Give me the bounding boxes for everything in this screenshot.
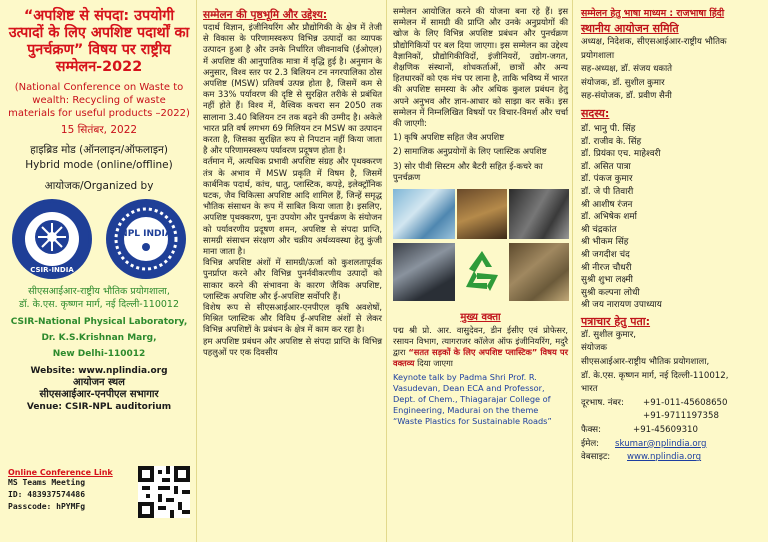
conference-mode: [8, 143, 190, 173]
address-country: भारत: [581, 384, 598, 395]
address-lab: सीएसआईआर-राष्ट्रीय भौतिक प्रयोगशाला,: [581, 357, 710, 368]
conference-title-hindi: “अपशिष्ट से संपदा: उपयोगी उत्पादों के लिए अपशिष्ट पदार्थों का पुनर्चक्रण” विषय पर राष्ट्रीय सम्मेलन-2022: [8, 8, 190, 75]
meeting-passcode: Passcode: hPYMFg: [8, 502, 86, 511]
solar-panels-image: [393, 243, 455, 301]
committee-roles: [581, 36, 762, 104]
organized-by: आयोजक/Organized by: [44, 180, 154, 192]
qr-code[interactable]: [138, 466, 190, 518]
background-column: [196, 0, 386, 542]
recycle-symbol: [457, 243, 507, 301]
lab-name-hindi: सीएसआईआर-राष्ट्रीय भौतिक प्रयोगशाला,: [28, 286, 170, 297]
online-link-box: [8, 468, 132, 513]
background-heading: सम्मेलन की पृष्ठभूमि और उद्देश्य:: [203, 9, 328, 21]
member-item: सुश्री कल्पना लोधी: [581, 287, 640, 298]
conference-title-english: (National Conference on Waste to wealth: Recycling of waste materials for useful products –2022): [8, 82, 190, 119]
lab-street-hindi: डॉ. के.एस. कृष्णन मार्ग, नई दिल्ली-110012: [19, 299, 179, 310]
website-row: [581, 451, 762, 465]
keynote-theme-hindi: “सतत सड़कों के लिए अपशिष्ट प्लास्टिक” विषय पर वक्तव्य: [393, 347, 568, 369]
committee-column: [572, 0, 768, 542]
background-paragraph-1: पदार्थ विज्ञान, इंजीनियरिंग और प्रौद्योगिकी के क्षेत्र में तेजी से विकास के परिणामस्वरूप विभिन्न उत्पादों का व्यापक उत्पादन हुआ है और उनके निर्धारित जीवनावधि (ईओएल) में अपशिष्ट की आनुपातिक मात्रा में वृद्धि हुई है। अनुमान के अनुसार, विश्व स्तर पर 2.3 बिलियन टन नगरपालिका ठोस अपशिष्ट (MSW) प्रतिवर्ष उत्पन्न होता है, जिसमें कम से कम 33% पर्यावरण की दृष्टि से सुरक्षित तरीके से प्रबंधित नहीं होते हैं। विश्व में, वैश्विक कचरा सन 2050 तक सालाना 3.40 बिलियन टन तक बढ़ने की उम्मीद है। अकेले भारत प्रति वर्ष लगभग 69 मिलियन टन MSW का उत्पादन करता है, जिसका सुरक्षित रूप से निपटान नहीं किया जाता है और परिणामस्वरूप पर्यावरण प्रदूषण होता है।: [203, 22, 382, 156]
lab-address-hindi: [8, 285, 190, 311]
member-item: श्री जगदीश चंद: [581, 249, 630, 260]
meeting-platform: MS Teams Meeting: [8, 478, 86, 487]
background-paragraph-5: हम अपशिष्ट प्रबंधन और अपशिष्ट से संपदा प्राप्ति के विभिन्न पहलुओं पर एक दिवसीय: [203, 335, 382, 357]
csir-logo-text: CSIR-INDIA: [30, 266, 74, 274]
fax-row: [581, 424, 762, 438]
address-role: संयोजक: [581, 343, 607, 354]
member-item: श्री नीरज चौधरी: [581, 262, 632, 273]
recycle-icon: [457, 243, 507, 301]
website-label: वेबसाइट:: [581, 452, 611, 463]
address-block: [581, 329, 762, 465]
phone-2[interactable]: +91-9711197358: [643, 411, 719, 422]
address-street: डॉ. के.एस. कृष्णन मार्ग, नई दिल्ली-110012,: [581, 370, 729, 381]
background-paragraph-2: वर्तमान में, अत्यधिक प्रभावी अपशिष्ट संग्रह और पृथक्करण तंत्र के अभाव में MSW प्रकृति में विषम है, जिसमें कार्बनिक पदार्थ, कांच, धातु, प्लास्टिक, कपड़े, इलेक्ट्रॉनिक घटक, जैव चिकित्सा अपशिष्ट आदि शामिल हैं, जिन्हें समृद्ध भौतिक संसाधन के रूप में साबित किया जाता है। इसलिए, अपशिष्ट पृथक्करण, पुनः उपयोग और पुनर्चक्रण के संयोजन को पर्यावरणीय प्रदूषण शमन, अपशिष्ट से संपदा प्राप्ति, सामग्री संसाधन संरक्षण और चक्रीय अर्थव्यवस्था हेतु कुंजी माना जाता है।: [203, 156, 382, 257]
venue-label-hindi: आयोजन स्थल: [73, 377, 125, 388]
lab-address-english: [8, 314, 190, 362]
fax-number: +91-45609310: [633, 425, 698, 436]
member-item: डॉ. असित पात्रा: [581, 161, 631, 172]
member-item: श्री भीकम सिंह: [581, 237, 629, 248]
npl-logo: [106, 199, 186, 279]
member-item: डॉ. पंकज कुमार: [581, 174, 633, 185]
phone-row: [581, 397, 762, 411]
convener-line: संयोजक, डॉ. सुशील कुमार: [581, 77, 665, 88]
qr-code-icon: [138, 466, 190, 518]
objective-paragraph: सम्मेलन आयोजित करने की योजना बना रहे हैं। इस सम्मेलन में सामग्री की प्राप्ति और उनके अनुप्रयोगों की खोज के लिए विभिन्न अपशिष्ट प्रबंधन और पुनर्चक्रण प्रौद्योगिकियों पर बल दिया जाएगा। इस सम्मेलन का उद्देश्य वैज्ञानिकों, प्रौद्योगिकीविदों, इंजीनियरों, उद्योग-जगत, शैक्षणिक संस्थानों, शोधकर्ताओं, छात्रों और अन्य हितधारकों को एक मंच पर लाना है, ताकि भविष्य में भारत की अपशिष्ट समस्या के और अधिक कुशल प्रबंधन हेतु अपने अनुभव और ज्ञान-आधार को साझा कर सकें। इस सम्मेलन में निम्नलिखित विषयों पर विचार-विमर्श और चर्चा की जाएगी:: [393, 6, 568, 129]
member-item: श्री चंद्रकांत: [581, 224, 617, 235]
venue-name-hindi: सीएसआईआर-एनपीएल सभागार: [39, 389, 159, 400]
theme-item: 2) सामाजिक अनुप्रयोगों के लिए प्लास्टिक अपशिष्ट: [393, 146, 547, 157]
email-label: ईमेल:: [581, 438, 600, 449]
cover-column: [0, 0, 196, 542]
member-item: डॉ. भानु पी. सिंह: [581, 123, 636, 134]
email-link[interactable]: skumar@nplindia.org: [615, 438, 707, 449]
lab-street-english: Dr. K.S.Krishnan Marg,: [41, 333, 157, 343]
member-item: श्री जय नारायण उपाध्याय: [581, 300, 662, 311]
background-paragraph-3: विभिन्न अपशिष्ट अंशों में सामग्री/ऊर्जा को कुशलतापूर्वक पुनर्प्राप्त करने और विभिन्न पुनर्नवीकरणीय उत्पादों को साकार करने की संभावना के कारण जैविक अपशिष्ट, प्लास्टिक अपशिष्ट और ई-अपशिष्ट सर्वोपरि हैं।: [203, 257, 382, 301]
theme-item: 1) कृषि अपशिष्ट सहित जैव अपशिष्ट: [393, 132, 505, 143]
keynote-hindi: [393, 325, 568, 369]
member-item: सुश्री शुभा लक्ष्मी: [581, 275, 633, 286]
website-line[interactable]: Website: www.nplindia.org: [30, 366, 168, 376]
themes-column: [386, 0, 572, 542]
chair-line: अध्यक्ष, निदेशक, सीएसआईआर-राष्ट्रीय भौतिक प्रयोगशाला: [581, 37, 727, 61]
csir-emblem-icon: [12, 199, 92, 279]
members-heading: सदस्य:: [581, 106, 610, 120]
lab-city-english: New Delhi-110012: [52, 349, 146, 359]
phone-row-2: [581, 410, 762, 424]
themes-list: [393, 132, 568, 183]
fax-label: फैक्स:: [581, 425, 601, 436]
address-name: डॉ. सुशील कुमार,: [581, 329, 636, 340]
lab-name-english: CSIR-National Physical Laboratory,: [10, 317, 188, 327]
meeting-id: ID: 483937574486: [8, 490, 86, 499]
venue-hindi: [8, 377, 190, 401]
keynote-heading: मुख्य वक्ता: [460, 312, 501, 324]
member-item: डॉ. प्रियंका एच. माहेश्वरी: [581, 149, 661, 160]
co-convener-line: सह-संयोजक, डॉ. प्रवीण सैनी: [581, 91, 672, 102]
plastic-bottles-image: [393, 189, 455, 239]
member-item: डॉ. राजीव के. सिंह: [581, 136, 642, 147]
committee-heading: स्थानीय आयोजन समिति: [581, 22, 679, 35]
npl-emblem-icon: [106, 199, 186, 279]
member-item: डॉ. जे पी तिवारी: [581, 186, 634, 197]
member-item: श्री आशीष रंजन: [581, 199, 633, 210]
website-link[interactable]: www.nplindia.org: [627, 452, 702, 463]
email-row: [581, 438, 762, 452]
member-item: डॉ. अभिषेक शर्मा: [581, 212, 637, 223]
venue-english: Venue: CSIR-NPL auditorium: [26, 402, 172, 412]
keynote-tail-hindi: दिया जाएगा: [417, 358, 453, 369]
waste-photo-collage: [393, 189, 569, 301]
ewaste-image: [457, 189, 507, 239]
batteries-image: [509, 189, 569, 239]
language-line: सम्मेलन हेतु भाषा माध्यम : राजभाषा हिंदी: [581, 8, 725, 19]
agri-waste-image: [509, 243, 569, 301]
keynote-speaker-hindi: पद्म श्री प्रो. आर. वासुदेवन, डीन ईसीए एवं प्रोफेसर, रसायन विभाग, त्यागराजर कॉलेज ऑफ इंजीनियरिंग, मदुरै द्वारा: [393, 325, 568, 358]
co-chair-line: सह-अध्यक्ष, डॉ. संजय धकाते: [581, 64, 673, 75]
background-paragraph-4: विशेष रूप से सीएसआईआर-एनपीएल कृषि अवशेषों, मिश्रित प्लास्टिक और विविध ई-अपशिष्ट अंशों से लेकर विभिन्न अपशिष्टों के प्रबंधन के क्षेत्र में काम कर रहा है।: [203, 302, 382, 335]
mode-english: Hybrid mode (online/offline): [25, 159, 173, 171]
logo-row: [12, 199, 186, 279]
theme-item: 3) सोर पीवी सिस्टम और बैटरी सहित ई-कचरे का पुनर्चक्रण: [393, 160, 543, 182]
members-list: [581, 123, 762, 312]
phone-label: दूरभाष. नंबर:: [581, 397, 624, 408]
online-link-title[interactable]: Online Conference Link: [8, 468, 113, 477]
keynote-english: Keynote talk by Padma Shri Prof. R. Vasudevan, Dean ECA and Professor, Dept. of Chem., Thiagarajar College of Engineering, Madurai on the theme “Waste Plastics for Sustainable Roads”: [393, 372, 552, 427]
mode-hindi: हाइब्रिड मोड (ऑनलाइन/ऑफलाइन): [30, 144, 168, 156]
npl-logo-text: NPL INDIA: [120, 229, 172, 239]
address-heading: पत्राचार हेतु पता:: [581, 314, 651, 328]
csir-logo: [12, 199, 92, 279]
conference-date: 15 सितंबर, 2022: [60, 124, 138, 136]
phone-1[interactable]: +91-011-45608650: [643, 397, 728, 408]
